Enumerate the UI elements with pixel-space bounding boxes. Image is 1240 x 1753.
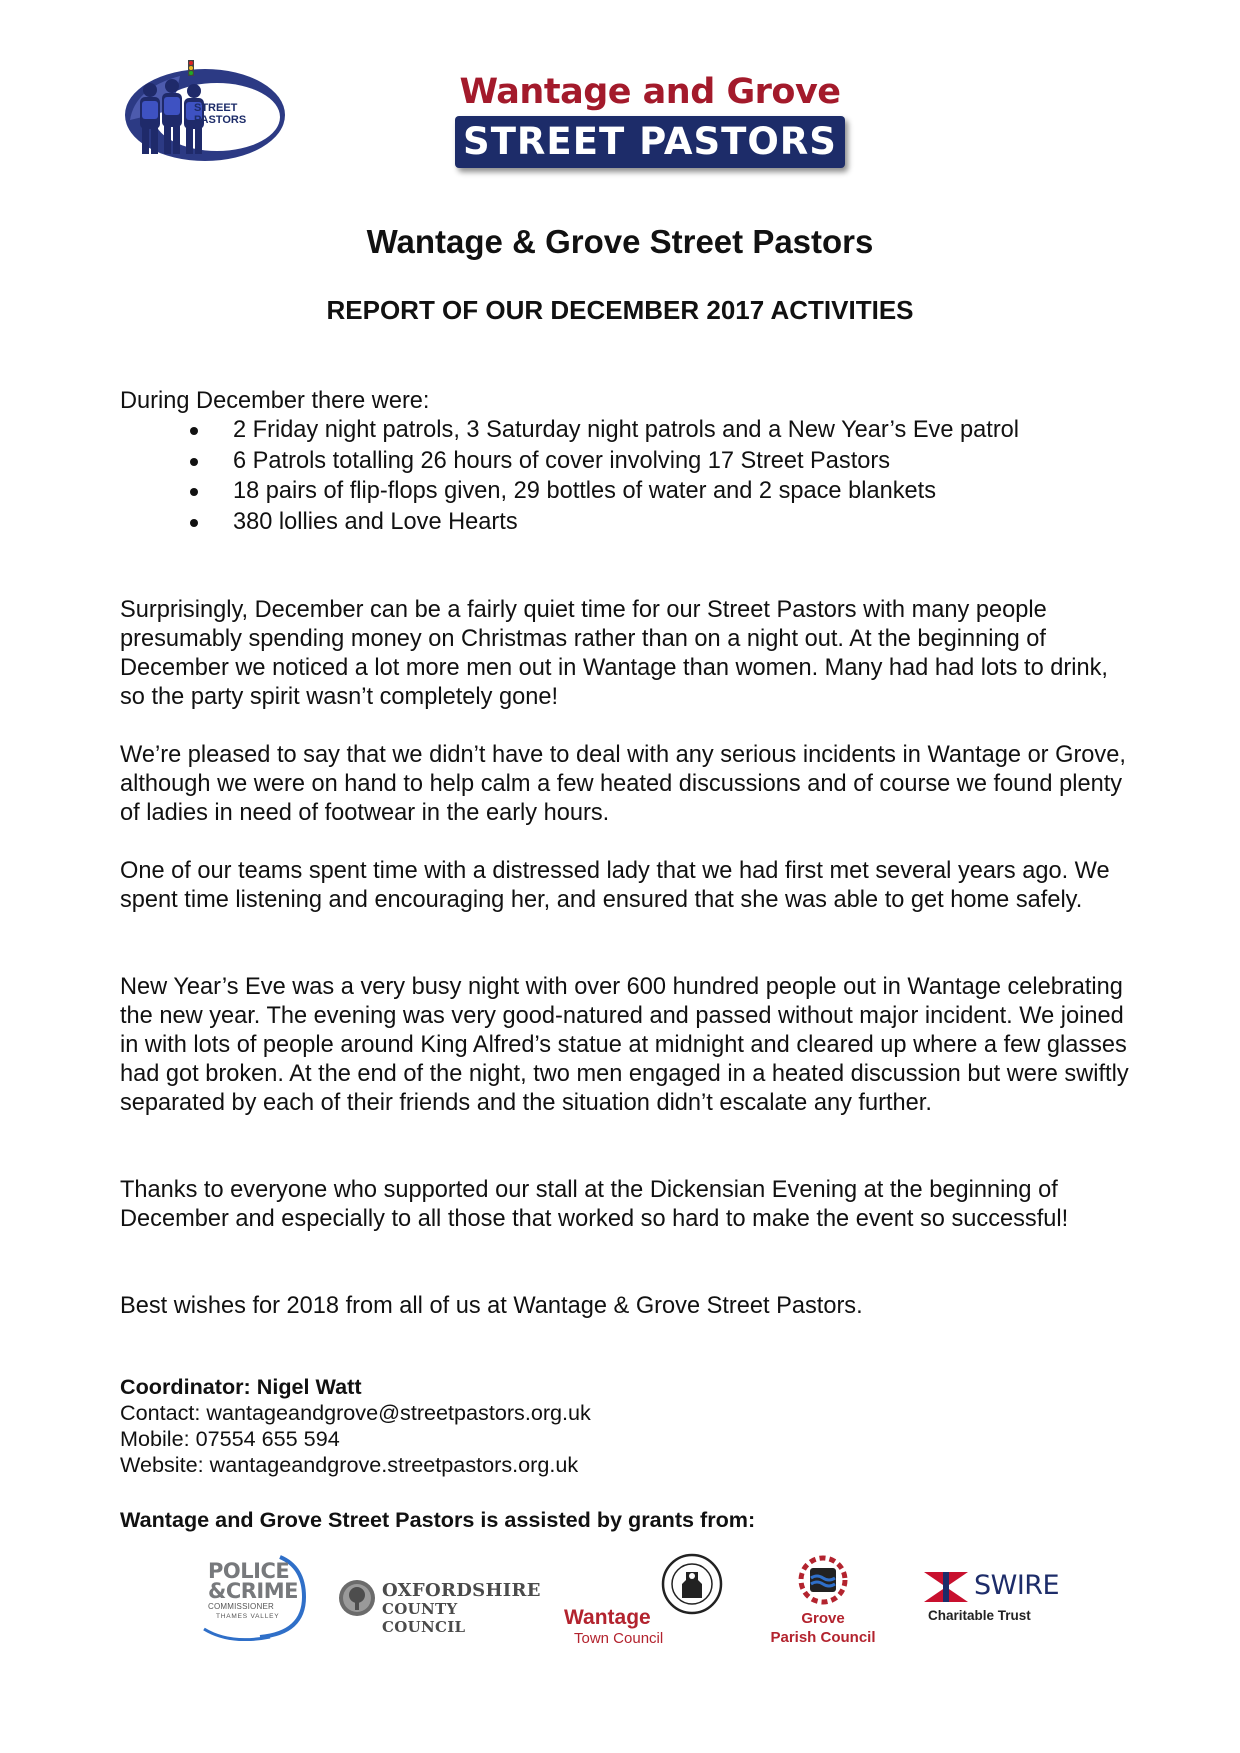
contact-block (120, 1374, 1020, 1478)
paragraph: Surprisingly, December can be a fairly quiet time for our Street Pastors with many people presumably spending money on Christmas rather than on a night out. At the beginning of December we noticed a lot more men out in Wantage than women. Many had had lots to drink, so the party spirit wasn’t completely gone! (120, 597, 1108, 710)
occ-line-2: COUNTY COUNCIL (382, 1600, 466, 1636)
list-item (190, 446, 1130, 477)
brand-line-2: STREET PASTORS (455, 116, 845, 168)
paragraph: One of our teams spent time with a distressed lady that we had first met several years ago. We spent time listening and encouraging her, and ensured that she was able to get home safely. (120, 858, 1110, 913)
swire-line-2: Charitable Trust (928, 1608, 1031, 1623)
town-council-seal-icon (660, 1550, 724, 1620)
pcc-line-3: COMMISSIONER (208, 1602, 274, 1611)
coordinator-name: Coordinator: Nigel Watt (120, 1374, 362, 1399)
pcc-line-1: POLICE &CRIME (208, 1559, 298, 1603)
swire-charitable-trust-logo (918, 1570, 1068, 1630)
police-crime-commissioner-logo (200, 1553, 310, 1641)
brand-line-1: Wantage and Grove (459, 72, 841, 112)
list-item (190, 415, 1130, 446)
intro-text: During December there were: (120, 388, 430, 414)
badge-text: STREET PASTORS (194, 102, 247, 126)
grove-parish-council-logo (758, 1552, 888, 1650)
paragraph: Best wishes for 2018 from all of us at Wantage & Grove Street Pastors. (120, 1293, 863, 1319)
list-item-text: 380 lollies and Love Hearts (233, 508, 518, 535)
swire-flag-icon (924, 1572, 968, 1602)
paragraph: Thanks to everyone who supported our stall at the Dickensian Evening at the beginning of December and especially to all those that worked so hard to make the event so successful! (120, 1177, 1069, 1232)
oxfordshire-county-council-logo (337, 1576, 541, 1636)
occ-line-1: OXFORDSHIRE (382, 1580, 541, 1601)
wantage-town-council-logo (560, 1550, 730, 1648)
report-title: REPORT OF OUR DECEMBER 2017 ACTIVITIES (326, 295, 914, 325)
wtc-line-2: Town Council (574, 1630, 664, 1647)
paragraph: We’re pleased to say that we didn’t have to deal with any serious incidents in Wantage or Grove, although we were on hand to help calm a few heated discussions and of course we found plenty of ladies in need of footwear in the early hours. (120, 742, 1126, 826)
bullet-icon (190, 519, 198, 527)
grants-heading: Wantage and Grove Street Pastors is assisted by grants from: (120, 1507, 756, 1532)
parish-council-crest-icon (795, 1552, 851, 1608)
street-pastors-badge-logo (120, 60, 290, 175)
list-item (190, 507, 1130, 538)
gpc-line-2: Parish Council (770, 1629, 876, 1646)
swire-line-1: SWIRE (974, 1570, 1060, 1601)
list-item-text: 6 Patrols totalling 26 hours of cover involving 17 Street Pastors (233, 447, 891, 474)
oak-tree-icon (337, 1578, 377, 1618)
list-item-text: 2 Friday night patrols, 3 Saturday night patrols and a New Year’s Eve patrol (233, 417, 1020, 443)
bullet-icon (190, 427, 198, 435)
paragraph: New Year’s Eve was a very busy night with over 600 hundred people out in Wantage celebrating the new year. The evening was very good-natured and passed without major incident. We joined in with lots of people around King Alfred’s statue at midnight and cleared up where a few glasses had got broken. At the end of the night, two men engaged in a heated discussion but were swiftly separated by each of their friends and the situation didn’t escalate any further. (120, 974, 1129, 1116)
gpc-line-1: Grove (801, 1610, 845, 1627)
list-item (190, 476, 1130, 507)
contact-mobile: Mobile: 07554 655 594 (120, 1426, 340, 1451)
bullet-icon (190, 458, 198, 466)
wtc-line-1: Wantage (564, 1606, 651, 1629)
brand-logo (445, 72, 855, 168)
pcc-line-4: THAMES VALLEY (216, 1613, 280, 1620)
contact-website: Website: wantageandgrove.streetpastors.org.uk (120, 1452, 579, 1477)
list-item-text: 18 pairs of flip-flops given, 29 bottles of water and 2 space blankets (233, 478, 936, 504)
page-title: Wantage & Grove Street Pastors (366, 223, 874, 260)
bullet-icon (190, 488, 198, 496)
contact-email: Contact: wantageandgrove@streetpastors.org.uk (120, 1400, 591, 1425)
activity-list (190, 415, 1130, 537)
